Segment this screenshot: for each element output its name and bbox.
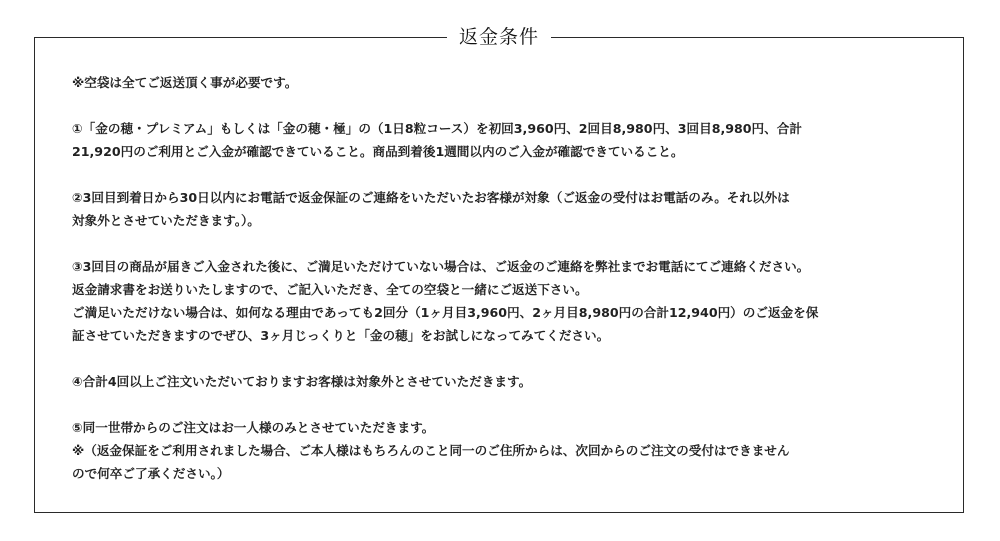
condition-5-note-line-1: ※（返金保証をご利用されました場合、ご本人様はもちろんのこと同一のご住所からは、次回からのご注文の受付はできません: [72, 443, 790, 458]
condition-3-line-2: 返金請求書をお送りいたしますので、ご記入いただき、全ての空袋と一緒にご返送下さい。: [72, 282, 588, 297]
section-title: 返金条件: [447, 23, 551, 51]
condition-1-line-2: 21,920円のご利用とご入金が確認できていること。商品到着後1週間以内のご入金が確認できていること。: [72, 144, 684, 159]
spacer: [72, 347, 934, 370]
condition-5-line-1: ⑤同一世帯からのご注文はお一人様のみとさせていただきます。: [72, 420, 435, 435]
condition-1-line-1: ①「金の穂・プレミアム」もしくは「金の穂・極」の（1日8粒コース）を初回3,960円、2回目8,980円、3回目8,980円、合計: [72, 121, 802, 136]
condition-2-line-1: ②3回目到着日から30日以内にお電話で返金保証のご連絡をいただいたお客様が対象（ご返金の受付はお電話のみ。それ以外は: [72, 190, 790, 205]
conditions-text: [72, 71, 934, 485]
condition-3-line-3: ご満足いただけない場合は、如何なる理由であっても2回分（1ヶ月目3,960円、2ヶ月目8,980円の合計12,940円）のご返金を保: [72, 305, 819, 320]
spacer: [72, 94, 934, 117]
spacer: [72, 393, 934, 416]
section-title-wrapper: [35, 23, 963, 51]
empty-bag-notice: ※空袋は全てご返送頂く事が必要です。: [72, 75, 298, 90]
condition-4-line-1: ④合計4回以上ご注文いただいておりますお客様は対象外とさせていただきます。: [72, 374, 532, 389]
spacer: [72, 163, 934, 186]
condition-3-line-1: ③3回目の商品が届きご入金された後に、ご満足いただけていない場合は、ご返金のご連絡を弊社までお電話にてご連絡ください。: [72, 259, 810, 274]
condition-2-line-2: 対象外とさせていただきます。）。: [72, 213, 260, 228]
refund-conditions-box: [34, 26, 964, 513]
condition-5-note-line-2: ので何卒ご了承ください。）: [72, 466, 230, 481]
spacer: [72, 232, 934, 255]
condition-3-line-4: 証させていただきますのでぜひ、3ヶ月じっくりと「金の穂」をお試しになってみてください。: [72, 328, 610, 343]
